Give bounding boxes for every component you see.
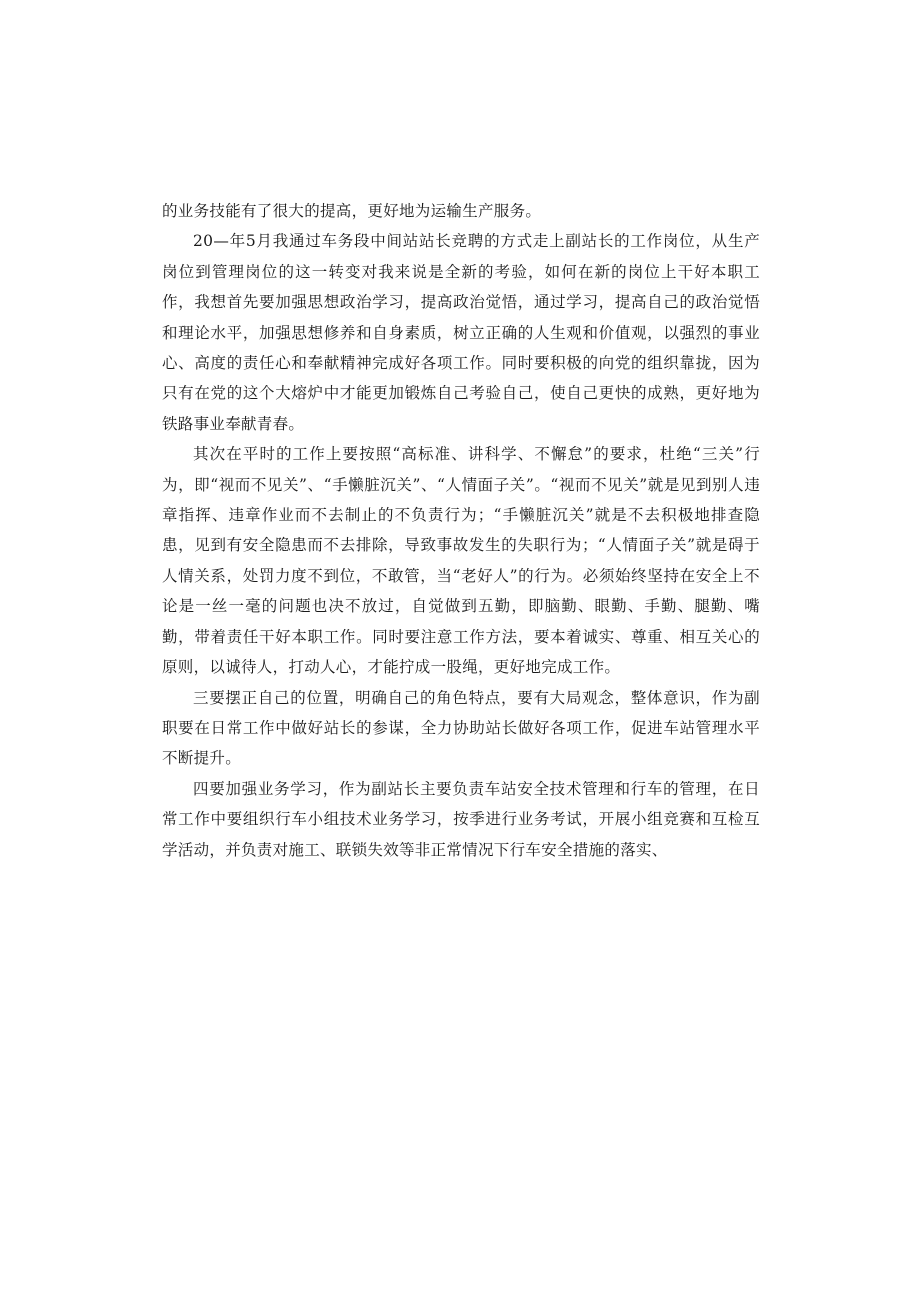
paragraph-5: 四要加强业务学习，作为副站长主要负责车站安全技术管理和行车的管理，在日常工作中要组织行车小组技术业务学习，按季进行业务考试，开展小组竞赛和互检互学活动，并负责对施工、联锁失效等非正常情况下行车安全措施的落实、	[162, 779, 760, 859]
paragraph-2: 20—年5月我通过车务段中间站站长竞聘的方式走上副站长的工作岗位，从生产岗位到管理岗位的这一转变对我来说是全新的考验，如何在新的岗位上干好本职工作，我想首先要加强思想政治学习，提高政治觉悟，通过学习，提高自己的政治觉悟和理论水平，加强思想修养和自身素质，树立正确的人生观和价值观，以强烈的事业心、高度的责任心和奉献精神完成好各项工作。同时要积极的向党的组织靠拢，因为只有在党的这个大熔炉中才能更加锻炼自己考验自己，使自己更快的成熟，更好地为铁路事业奉献青春。	[162, 232, 760, 433]
paragraph-4: 三要摆正自己的位置，明确自己的角色特点，要有大局观念，整体意识，作为副职要在日常工作中做好站长的参谋，全力协助站长做好各项工作，促进车站管理水平不断提升。	[162, 688, 760, 768]
paragraph-3: 其次在平时的工作上要按照“高标准、讲科学、不懈怠”的要求，杜绝“三关”行为，即“视而不见关”、“手懒脏沉关”、“人情面子关”。“视而不见关”就是见到别人违章指挥、违章作业而不去制止的不负责行为；“手懒脏沉关”就是不去积极地排查隐患，见到有安全隐患而不去排除，导致事故发生的失职行为；“人情面子关”就是碍于人情关系，处罚力度不到位，不敢管，当“老好人”的行为。必须始终坚持在安全上不论是一丝一毫的问题也决不放过，自觉做到五勤，即脑勤、眼勤、手勤、腿勤、嘴勤，带着责任干好本职工作。同时要注意工作方法，要本着诚实、尊重、相互关心的原则，以诚待人，打动人心，才能拧成一股绳，更好地完成工作。	[162, 445, 760, 677]
document-body	[162, 196, 760, 865]
paragraph-1: 的业务技能有了很大的提高，更好地为运输生产服务。	[162, 202, 542, 220]
